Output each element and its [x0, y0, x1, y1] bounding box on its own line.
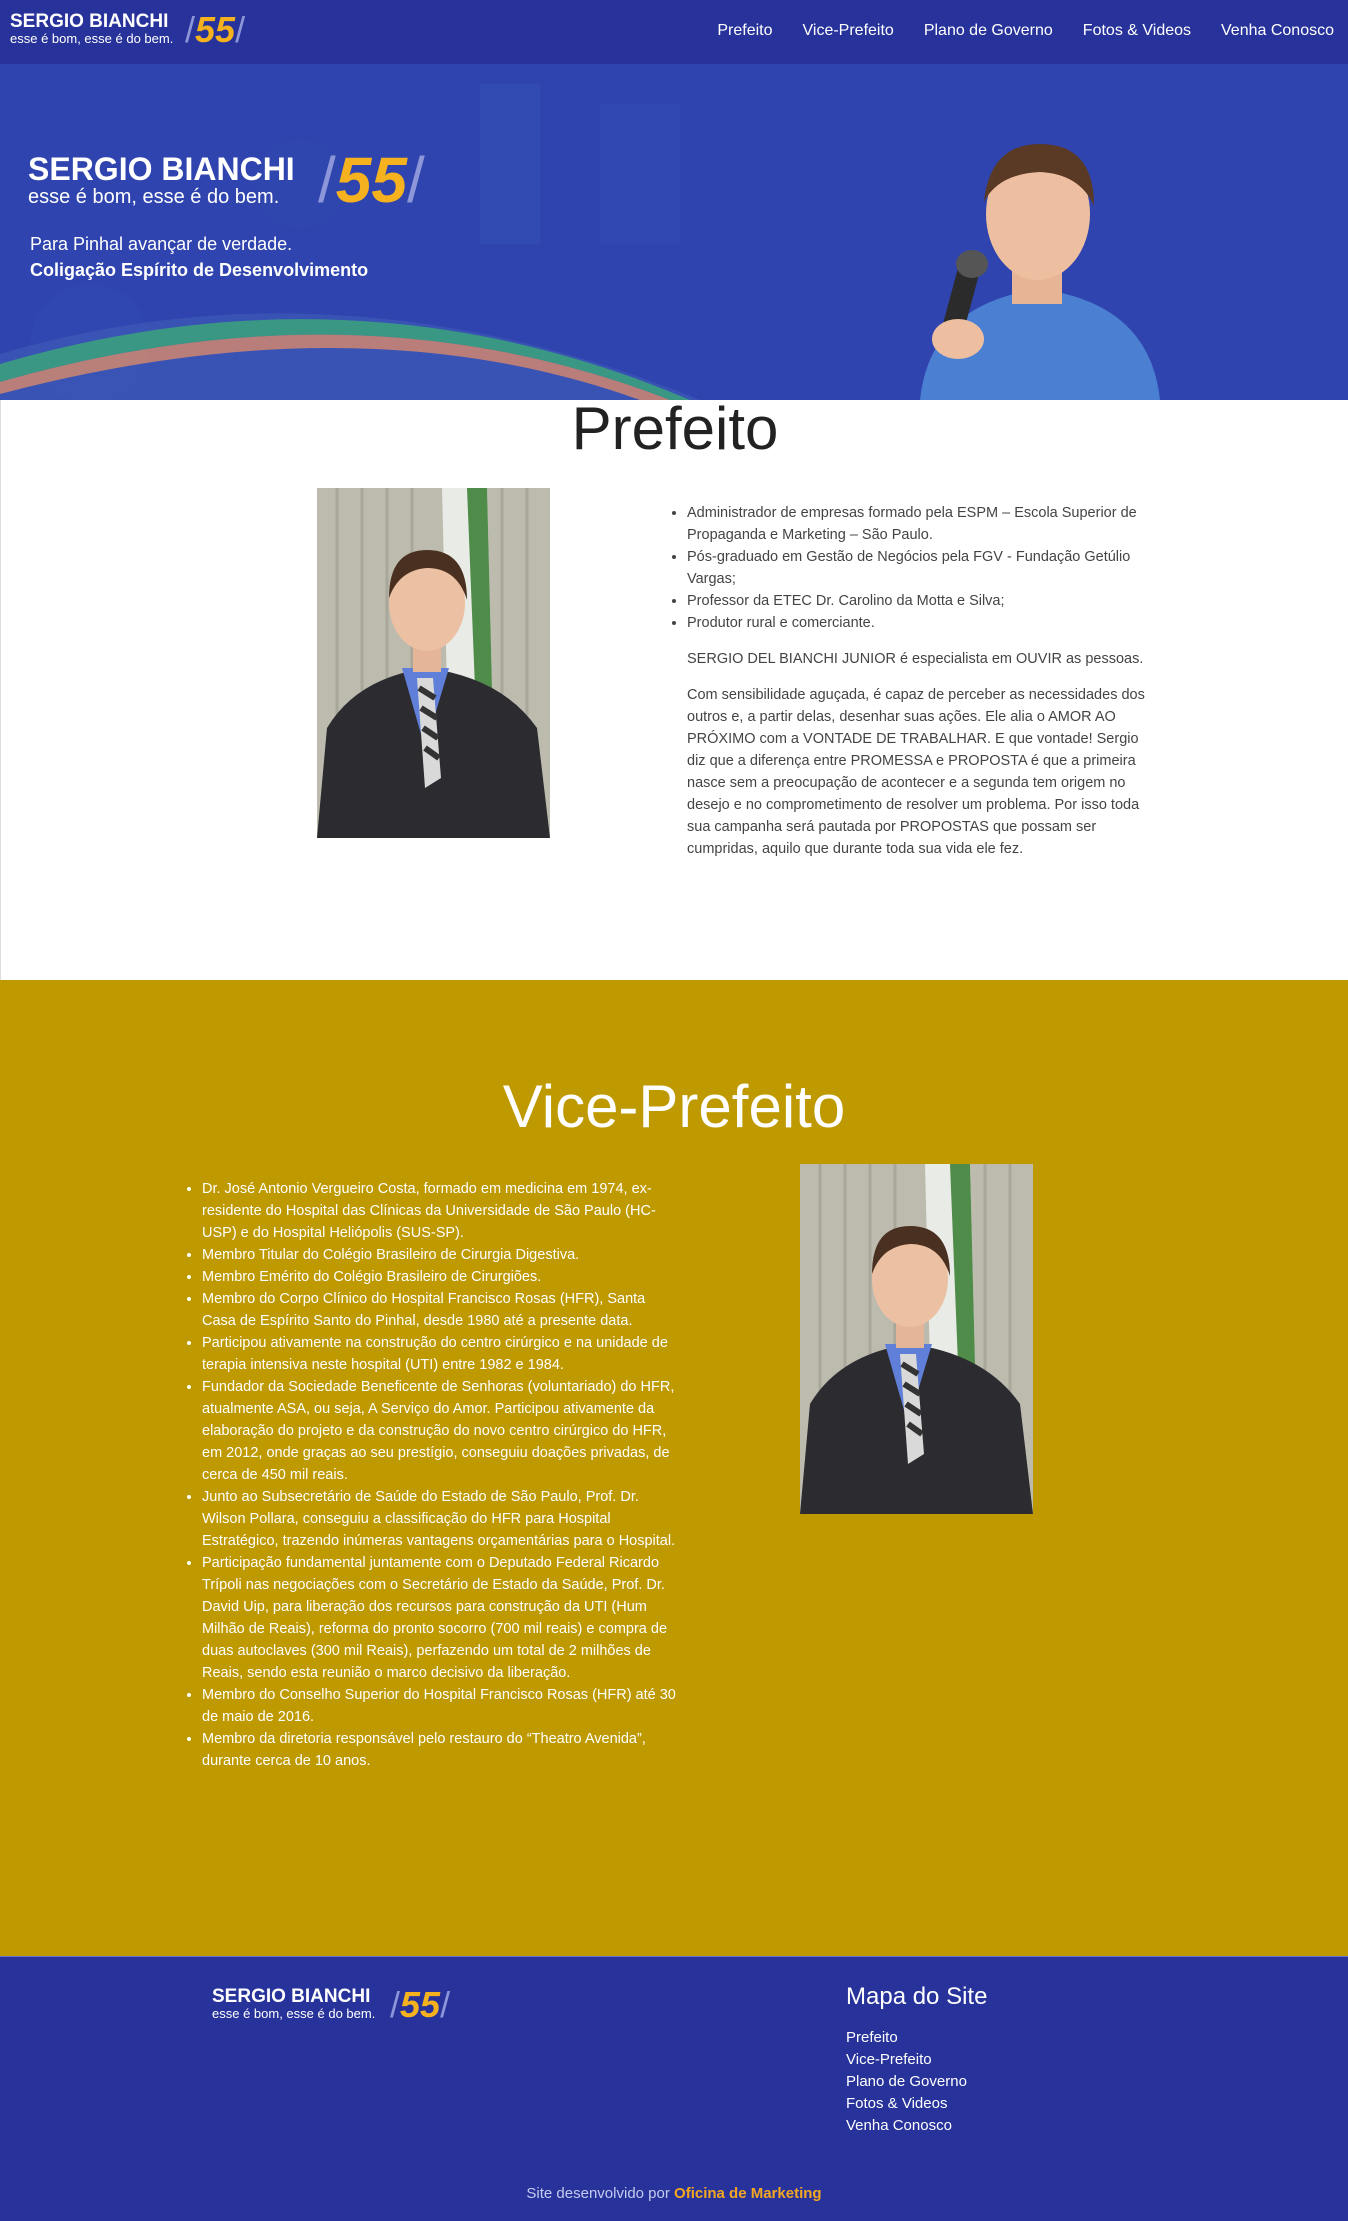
list-item: • Produtor rural e comerciante. [687, 612, 1151, 634]
prefeito-bullet-list [687, 502, 1151, 634]
candidate-hero-photo [890, 114, 1180, 400]
site-footer [0, 1956, 1348, 2221]
credit-link[interactable]: Oficina de Marketing [674, 2185, 822, 2202]
sitemap [846, 1983, 987, 2137]
hero-banner [0, 64, 1348, 400]
sitemap-link-plano-de-governo[interactable]: Plano de Governo [846, 2073, 967, 2090]
list-item: • Membro do Corpo Clínico do Hospital Francisco Rosas (HFR), Santa Casa de Espírito Santo do Pinhal, desde 1980 até a presente data. [202, 1288, 676, 1332]
logo-name: SERGIO BIANCHI [10, 11, 169, 32]
prefeito-paragraph: Com sensibilidade aguçada, é capaz de perceber as necessidades dos outros e, a partir delas, desenhar suas ações. Ele alia o AMOR AO PRÓXIMO com a VONTADE DE TRABALHAR. E que vontade! Sergio diz que a diferença entre PROMESSA e PROPOSTA é que a primeira nasce sem a preocupação de acontecer e a segunda tem origem no desejo e no comprometimento de resolver um problema. Por isso toda sua campanha será pautada por PROPOSTAS que possam ser cumpridas, aquilo que durante toda sua vida ele fez. [687, 687, 1145, 857]
footer-logo-tagline: esse é bom, esse é do bem. [212, 2006, 376, 2021]
hero-logo-tagline: esse é bom, esse é do bem. [28, 186, 280, 208]
list-item: • Membro Titular do Colégio Brasileiro de Cirurgia Digestiva. [202, 1244, 676, 1266]
site-logo[interactable] [10, 9, 246, 50]
hero-logo-number: /55/ [318, 144, 425, 216]
credit-prefix: Site desenvolvido por [526, 2185, 670, 2202]
prefeito-photo [317, 488, 550, 838]
vice-prefeito-title: Vice-Prefeito [502, 1073, 846, 1140]
hero-logo [28, 144, 425, 216]
list-item: • Membro do Conselho Superior do Hospital Francisco Rosas (HFR) até 30 de maio de 2016. [202, 1684, 676, 1728]
top-navbar [0, 0, 1348, 64]
prefeito-section [0, 395, 1348, 980]
prefeito-title: Prefeito [571, 395, 779, 462]
sitemap-title: Mapa do Site [846, 1983, 988, 2010]
list-item: • Administrador de empresas formado pela ESPM – Escola Superior de Propaganda e Marketing – São Paulo. [687, 502, 1151, 546]
vice-bullet-list [202, 1178, 676, 1772]
nav-item-prefeito[interactable]: Prefeito [717, 22, 773, 39]
main-nav [717, 22, 1334, 40]
list-item: • Pós-graduado em Gestão de Negócios pela FGV - Fundação Getúlio Vargas; [687, 546, 1151, 590]
list-item: • Dr. José Antonio Vergueiro Costa, formado em medicina em 1974, ex-residente do Hospital das Clínicas da Universidade de São Paulo (HC-USP) e do Hospital Heliópolis (SUS-SP). [202, 1178, 676, 1244]
hero-coalition: Coligação Espírito de Desenvolvimento [30, 260, 369, 280]
prefeito-paragraph: SERGIO DEL BIANCHI JUNIOR é especialista em OUVIR as pessoas. [687, 651, 1144, 667]
prefeito-bio [661, 502, 1151, 860]
nav-item-plano-de-governo[interactable]: Plano de Governo [923, 22, 1053, 39]
sitemap-link-fotos-videos[interactable]: Fotos & Videos [846, 2095, 948, 2112]
logo-tagline: esse é bom, esse é do bem. [10, 31, 174, 46]
footer-logo-name: SERGIO BIANCHI [212, 1986, 371, 2007]
vice-prefeito-photo [800, 1164, 1033, 1514]
list-item: • Participação fundamental juntamente com o Deputado Federal Ricardo Trípoli nas negociações com o Secretário de Estado da Saúde, Prof. Dr. David Uip, para liberação dos recursos para construção da UTI (Hum Milhão de Reais), reforma do pronto socorro (700 mil reais) e compra de duas autoclaves (300 mil Reais), perfazendo um total de 2 milhões de Reais, sendo esta reunião o marco decisivo da liberação. [202, 1552, 676, 1684]
logo-number: /55/ [185, 9, 246, 50]
list-item: • Participou ativamente na construção do centro cirúrgico e na unidade de terapia intensiva neste hospital (UTI) entre 1982 e 1984. [202, 1332, 676, 1376]
footer-logo[interactable] [212, 1984, 451, 2025]
nav-item-vice-prefeito[interactable]: Vice-Prefeito [802, 22, 894, 39]
developer-credit [0, 2185, 1348, 2202]
sitemap-link-vice-prefeito[interactable]: Vice-Prefeito [846, 2051, 932, 2068]
sitemap-link-venha-conosco[interactable]: Venha Conosco [846, 2117, 952, 2134]
sitemap-link-prefeito[interactable]: Prefeito [846, 2029, 898, 2046]
vice-prefeito-bio [176, 1178, 676, 1772]
nav-item-venha-conosco[interactable]: Venha Conosco [1221, 22, 1334, 39]
footer-logo-number: /55/ [390, 1984, 451, 2025]
list-item: • Membro da diretoria responsável pelo restauro do “Theatro Avenida”, durante cerca de 10 anos. [202, 1728, 676, 1772]
list-item: • Fundador da Sociedade Beneficente de Senhoras (voluntariado) do HFR, atualmente ASA, ou seja, A Serviço do Amor. Participou ativamente da elaboração do projeto e da construção do novo centro cirúrgico do HFR, em 2012, onde graças ao seu prestígio, conseguiu doações privadas, de cerca de 450 mil reais. [202, 1376, 676, 1486]
list-item: • Junto ao Subsecretário de Saúde do Estado de São Paulo, Prof. Dr. Wilson Pollara, conseguiu a classificação do HFR para Hospital Estratégico, trazendo inúmeras vantagens orçamentárias para o Hospital. [202, 1486, 676, 1552]
vice-prefeito-section [0, 980, 1348, 1956]
list-item: • Professor da ETEC Dr. Carolino da Motta e Silva; [687, 590, 1151, 612]
hero-slogan: Para Pinhal avançar de verdade. [30, 234, 293, 254]
hero-logo-name: SERGIO BIANCHI [28, 151, 295, 187]
nav-item-fotos-videos[interactable]: Fotos & Videos [1082, 22, 1192, 39]
list-item: • Membro Emérito do Colégio Brasileiro de Cirurgiões. [202, 1266, 676, 1288]
